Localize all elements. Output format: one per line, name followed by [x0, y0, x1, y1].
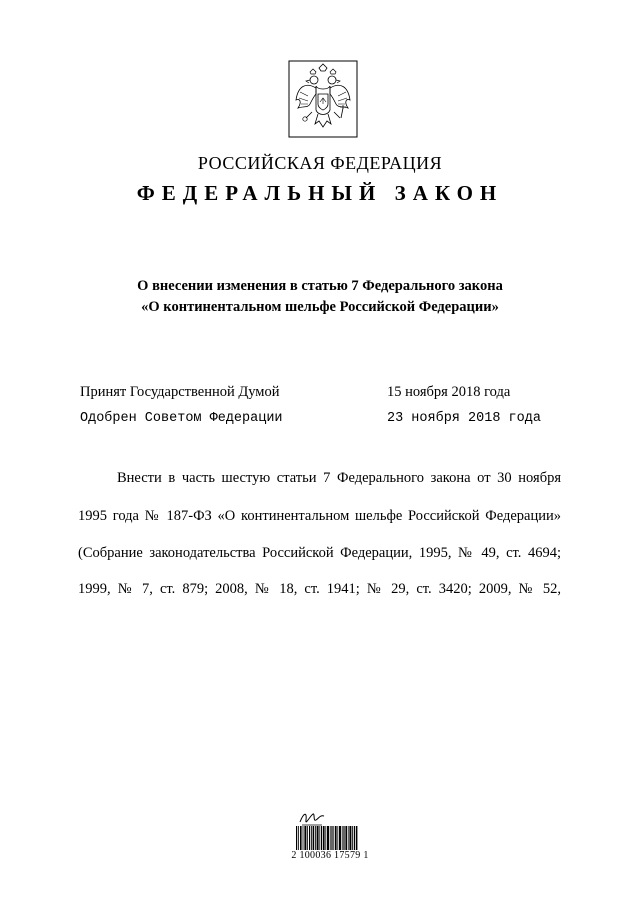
barcode: [296, 826, 358, 850]
adoption-label: Одобрен Советом Федерации: [80, 411, 283, 426]
body-text-line: 1999, № 7, ст. 879; 2008, № 18, ст. 1941; № 29, ст. 3420; 2009, № 52,: [78, 581, 561, 597]
adoption-label: Принят Государственной Думой: [80, 384, 280, 400]
body-text-line: (Собрание законодательства Российской Федерации, 1995, № 49, ст. 4694;: [78, 545, 561, 561]
body-text-line: Внести в часть шестую статьи 7 Федерального закона от 30 ноября: [117, 470, 561, 486]
adoption-date: 15 ноября 2018 года: [387, 384, 511, 400]
coat-of-arms-emblem-icon: [288, 60, 358, 138]
law-title: [0, 276, 640, 318]
body-text-line: 1995 года № 187-ФЗ «О континентальном шельфе Российской Федерации»: [78, 508, 561, 524]
adoption-date: 23 ноября 2018 года: [387, 411, 541, 426]
law-type-heading: ФЕДЕРАЛЬНЫЙ ЗАКОН: [136, 181, 504, 205]
country-heading: РОССИЙСКАЯ ФЕДЕРАЦИЯ: [197, 153, 443, 173]
law-title-line-2: «О континентальном шельфе Российской Федерации»: [141, 299, 499, 315]
barcode-number: 2 100036 17579 1: [291, 850, 369, 861]
registration-signature-mark: [298, 808, 328, 828]
law-title-line-1: О внесении изменения в статью 7 Федерального закона: [137, 278, 503, 294]
